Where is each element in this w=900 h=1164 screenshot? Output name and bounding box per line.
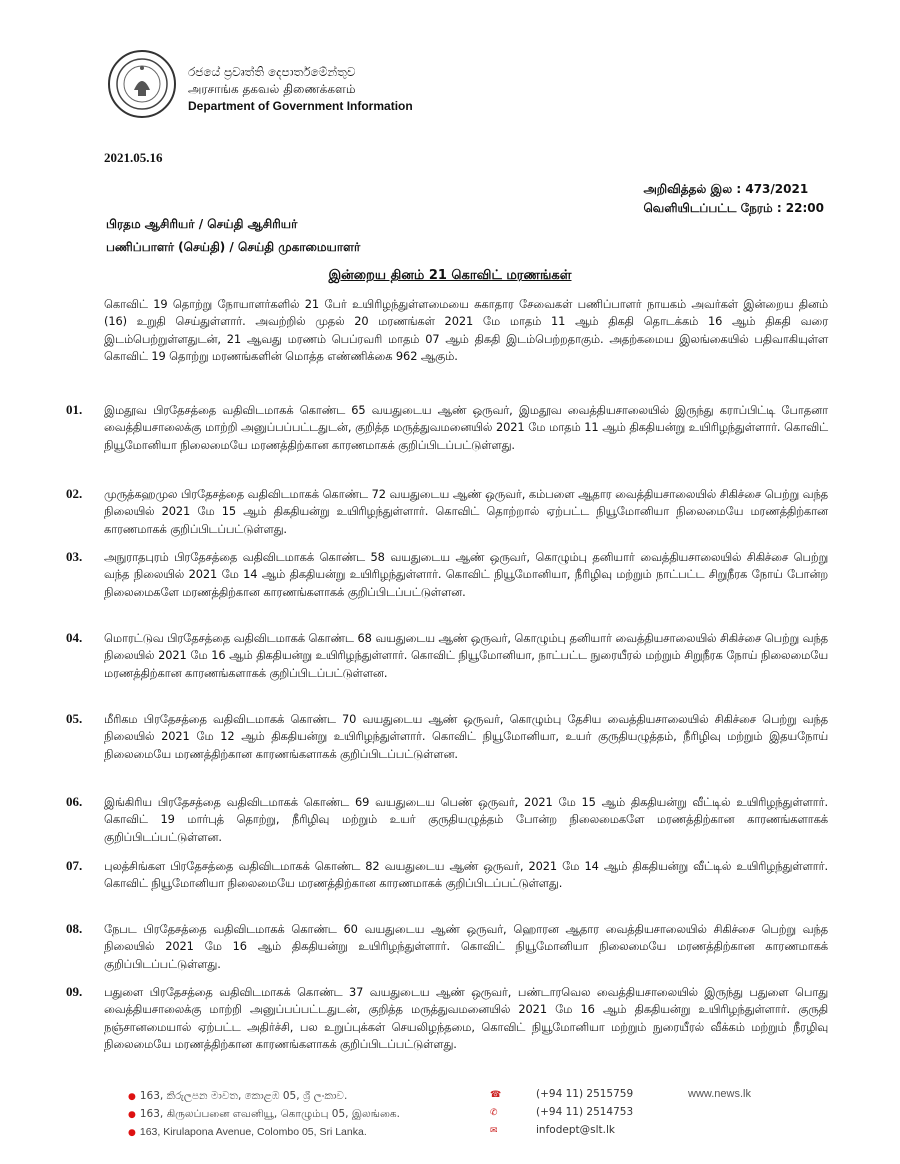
list-item	[66, 486, 828, 538]
item-text: இங்கிரிய பிரதேசத்தை வதிவிடமாகக் கொண்ட 69 வயதுடைய பெண் ஒருவர், 2021 மே 15 ஆம் திகதியன்று வீட்டில் உயிரிழந்துள்ளார். கொவிட் 19 மார்புத் தொற்று, நீரிழிவு மற்றும் உயர் குருதியழுத்தம் போன்ற நிலைமைகளே மரணத்திற்கான காரணங்களாகக் குறிப்பிடப்பட்டுள்ளன.	[104, 795, 828, 844]
item-text: அநுராதபுரம் பிரதேசத்தை வதிவிடமாகக் கொண்ட 58 வயதுடைய ஆண் ஒருவர், கொழும்பு தனியார் வைத்தியசாலையில் சிகிச்சை பெற்று வந்த நிலையில் 2021 மே 14 ஆம் திகதியன்று உயிரிழந்துள்ளார். கொவிட் நியூமோனியா, நீரிழிவு மற்றும் நாட்பட்ட சிறுநீரக நோய் போன்ற நிலைமைகளே மரணத்திற்கான காரணங்களாகக் குறிப்பிடப்பட்டுள்ளன.	[104, 550, 828, 599]
item-number: 09.	[66, 984, 83, 999]
release-time: வெளியிடப்பட்ட நேரம் : 22:00	[643, 201, 824, 215]
item-number: 07.	[66, 858, 83, 873]
address-sinhala: 163, කිරුලපන මාවත, කොළඹ 05, ශ්‍රී ලංකාව.	[139, 1090, 348, 1102]
item-number: 08.	[66, 921, 83, 936]
list-item	[66, 794, 828, 846]
notice-number: அறிவித்தல் இல : 473/2021	[643, 182, 809, 196]
letterhead	[108, 50, 508, 130]
item-number: 01.	[66, 402, 83, 417]
list-item	[66, 984, 828, 1054]
email-address: infodept@slt.lk	[536, 1124, 615, 1136]
location-pin-icon: ●	[128, 1128, 136, 1138]
item-number: 04.	[66, 630, 83, 645]
item-number: 02.	[66, 486, 83, 501]
phone-number: (+94 11) 2515759	[536, 1088, 634, 1100]
item-text: புலத்சிங்கள பிரதேசத்தை வதிவிடமாகக் கொண்ட 82 வயதுடைய ஆண் ஒருவர், 2021 மே 14 ஆம் திகதியன்று வீட்டில் உயிரிழந்துள்ளார். கொவிட் நியூமோனியா நிலைமையே மரணத்திற்கான காரணமாகக் குறிப்பிடப்பட்டுள்ளது.	[104, 859, 828, 891]
addressee-line-2: பணிப்பாளர் (செய்தி) / செய்தி முகாமையாளர்	[106, 240, 361, 254]
location-pin-icon: ●	[128, 1110, 136, 1120]
document-date: 2021.05.16	[104, 150, 163, 165]
department-name-tamil: அரசாங்க தகவல் திணைக்களம்	[188, 82, 356, 96]
item-text: இமதூவ பிரதேசத்தை வதிவிடமாகக் கொண்ட 65 வயதுடைய ஆண் ஒருவர், இமதூவ வைத்தியசாலையில் இருந்து கராப்பிட்டி போதனா வைத்தியசாலைக்கு மாற்றி அனுப்பப்பட்டதுடன், குறித்த மருத்துவமனையில் 2021 மே மாதம் 11 ஆம் திகதியன்று உயிரிழந்துள்ளார். கொவிட் நியூமோனியா நிலைமையே மரணத்திற்கான காரணமாகக் குறிப்பிடப்பட்டுள்ளது.	[104, 403, 828, 452]
document-title: இன்றைய தினம் 21 கொவிட் மரணங்கள்	[328, 268, 572, 283]
intro-paragraph: கொவிட் 19 தொற்று நோயாளர்களில் 21 பேர் உயிரிழந்துள்ளமையை சுகாதார சேவைகள் பணிப்பாளர் நாயகம் அவர்கள் இன்றைய தினம் (16) உறுதி செய்துள்ளார். அவற்றில் முதல் 20 மரணங்கள் 2021 மே மாதம் 11 ஆம் திகதி தொடக்கம் 16 ஆம் திகதி வரை இடம்பெற்றுள்ளதுடன், 21 ஆவது மரணம் பெப்ரவரி மாதம் 07 ஆம் திகதி இடம்பெற்றதாகும். அதற்கமைய இலங்கையில் பதிவாகியுள்ள கொவிட் 19 தொற்று மரணங்களின் மொத்த எண்ணிக்கை 962 ஆகும்.	[104, 297, 828, 364]
footer-address	[128, 1088, 400, 1142]
department-name-english: Department of Government Information	[188, 99, 413, 113]
item-number: 06.	[66, 794, 83, 809]
item-text: நேபட பிரதேசத்தை வதிவிடமாகக் கொண்ட 60 வயதுடைய ஆண் ஒருவர், ஹொரன ஆதார வைத்தியசாலையில் சிகிச்சை பெற்று வந்த நிலையில் 2021 மே 16 ஆம் திகதியன்று உயிரிழந்துள்ளார். கொவிட் நியூமோனியா நிலைமையே மரணத்திற்கான காரணமாகக் குறிப்பிடப்பட்டுள்ளது.	[104, 922, 828, 971]
addressee-block	[106, 213, 360, 259]
item-text: மொரட்டுவ பிரதேசத்தை வதிவிடமாகக் கொண்ட 68 வயதுடைய ஆண் ஒருவர், கொழும்பு தனியார் வைத்தியசாலையில் சிகிச்சை பெற்று வந்த நிலையில் 2021 மே 16 ஆம் திகதியன்று உயிரிழந்துள்ளார். கொவிட் நியூமோனியா, நாட்பட்ட நுரையீரல் மற்றும் சிறுநீரக நோய் நிலைமையே மரணத்திற்கான காரணங்களாகக் குறிப்பிடப்பட்டுள்ளன.	[104, 631, 828, 680]
list-item	[66, 402, 828, 454]
item-number: 03.	[66, 549, 83, 564]
list-item	[66, 711, 828, 763]
item-text: மீரிகம பிரதேசத்தை வதிவிடமாகக் கொண்ட 70 வயதுடைய ஆண் ஒருவர், கொழும்பு தேசிய வைத்தியசாலையில் சிகிச்சை பெற்று வந்த நிலையில் 2021 மே 12 ஆம் திகதியன்று உயிரிழந்துள்ளார். கொவிட் நியூமோனியா, உயர் குருதியழுத்தம், நீரிழிவு மற்றும் இதயநோய் நிலைமையே மரணத்திற்கான காரணங்களாகக் குறிப்பிடப்பட்டுள்ளன.	[104, 712, 828, 761]
address-tamil: 163, கிருலப்பனை எவனியூ, கொழும்பு 05, இலங்கை.	[139, 1108, 400, 1120]
item-text: பதுளை பிரதேசத்தை வதிவிடமாகக் கொண்ட 37 வயதுடைய ஆண் ஒருவர், பண்டாரவெல வைத்தியசாலையில் இருந்து பதுளை பொது வைத்தியசாலைக்கு மாற்றி அனுப்பப்பட்டதுடன், குறித்த மருத்துவமனையில் 2021 மே 16 ஆம் திகதியன்று உயிரிழந்துள்ளார். குருதி நஞ்சானமையால் ஏற்பட்ட அதிர்ச்சி, பல உறுப்புக்கள் செயலிழந்தமை, கொவிட் நியூமோனியா மற்றும் நுரையீரல் வீக்கம் மற்றும் நீரழிவு நிலைமையே மரணத்திற்கான காரணங்களாகக் குறிப்பிடப்பட்டுள்ளது.	[104, 985, 828, 1052]
phone-icon: ☎	[490, 1090, 502, 1100]
location-pin-icon: ●	[128, 1092, 136, 1102]
fax-icon: ✆	[490, 1108, 498, 1118]
department-name-sinhala: රජයේ ප්‍රවෘත්ති දෙපාර්තමේන්තුව	[188, 65, 356, 79]
address-english: 163, Kirulapona Avenue, Colombo 05, Sri Lanka.	[139, 1126, 367, 1138]
item-text: முருத்கஹமுல பிரதேசத்தை வதிவிடமாகக் கொண்ட 72 வயதுடைய ஆண் ஒருவர், கம்பளை ஆதார வைத்தியசாலையில் சிகிச்சை பெற்று வந்த நிலையில் 2021 மே 15 ஆம் திகதியன்று உயிரிழந்துள்ளார். கொவிட் தொற்றால் ஏற்பட்ட நியூமோனியா நிலைமையே மரணத்திற்கான காரணமாகக் குறிப்பிடப்பட்டுள்ளது.	[104, 487, 828, 536]
reference-block	[643, 180, 824, 218]
list-item	[66, 630, 828, 682]
government-emblem-icon	[108, 50, 176, 118]
addressee-line-1: பிரதம ஆசிரியர் / செய்தி ஆசிரியர்	[106, 217, 298, 231]
list-item	[66, 549, 828, 601]
footer	[0, 1078, 900, 1158]
list-item	[66, 921, 828, 973]
email-icon: ✉	[490, 1126, 498, 1136]
item-number: 05.	[66, 711, 83, 726]
fax-number: (+94 11) 2514753	[536, 1106, 634, 1118]
list-item	[66, 858, 828, 893]
footer-contacts	[490, 1086, 633, 1140]
website-link[interactable]: www.news.lk	[688, 1088, 751, 1100]
